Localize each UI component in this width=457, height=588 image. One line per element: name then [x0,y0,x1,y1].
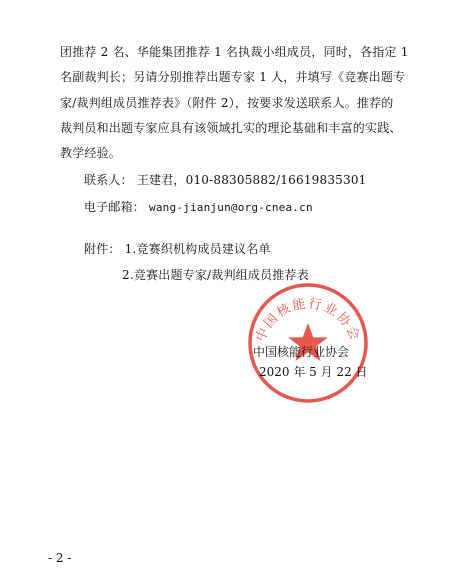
email-address[interactable]: wang-jianjun@org-cnea.cn [149,201,313,214]
page-number: - 2 - [48,551,72,565]
body-line-1: 团推荐 2 名、华能集团推荐 1 名执裁小组成员，同时，各指定 1 [60,45,409,59]
body-line-3: 家/裁判组成员推荐表》（附件 2），按要求发送联系人。推荐的 [60,96,394,110]
attachment-line-1 [84,242,426,256]
official-seal-icon [246,281,370,405]
attachment-item-2: 2.竞赛出题专家/裁判组成员推荐表 [122,268,309,282]
body-line-4: 裁判员和出题专家应具有该领域扎实的理论基础和丰富的实践、 [60,121,402,135]
attachment-line-2 [122,268,457,282]
signature-organization: 中国核能行业协会 [253,345,350,359]
attachment-label: 附件： [84,242,121,256]
signature-date: 2020 年 5 月 22 日 [259,365,368,379]
attachment-item-1: 1.竞赛织机构成员建议名单 [124,242,271,256]
body-line-2: 名副裁判长；另请分别推荐出题专家 1 人，并填写《竞赛出题专 [60,70,406,84]
email-label: 电子邮箱： [84,200,146,214]
email-line [84,200,426,215]
seal-text: 中国核能行业协会 [253,296,363,344]
contact-value: 王建君，010-88305882/16619835301 [136,173,367,187]
contact-line [84,173,426,187]
body-line-5: 教学经验。 [60,146,122,160]
contact-label: 联系人： [84,173,133,187]
